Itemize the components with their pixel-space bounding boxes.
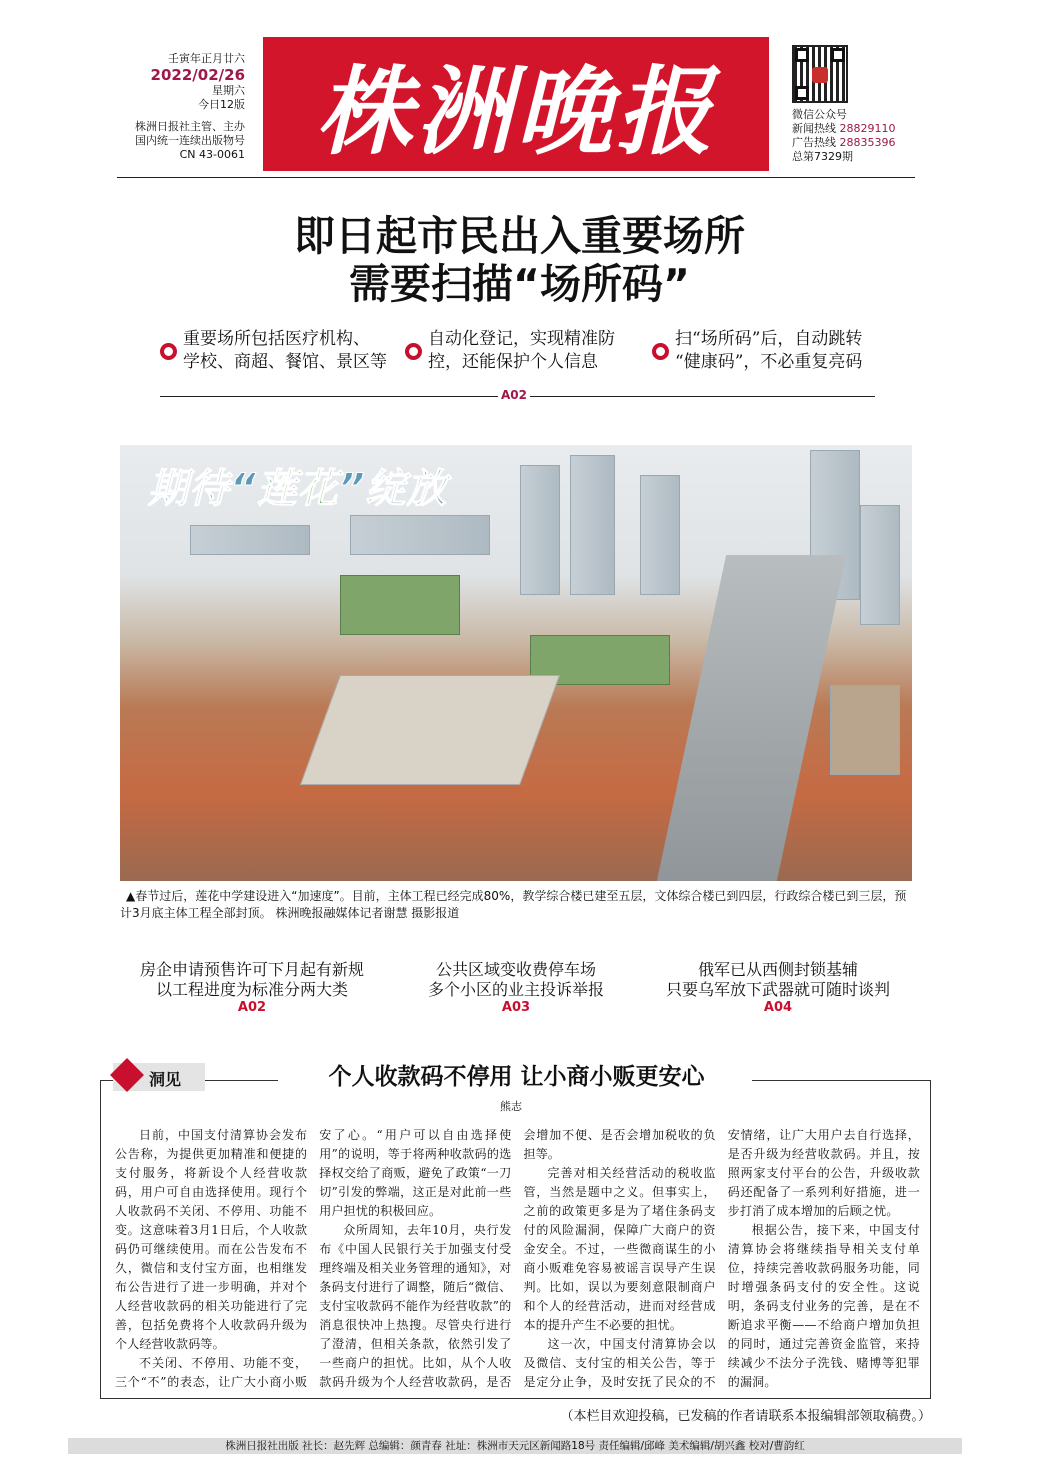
photo-title: 期待“莲花”绽放	[148, 466, 448, 512]
opinion-title[interactable]: 个人收款码不停用 让小商小贩更安心	[284, 1058, 749, 1091]
lunar-date: 壬寅年正月廿六	[168, 52, 245, 65]
bullet-text: 自动化登记，实现精准防	[428, 329, 615, 349]
opinion-section	[100, 1080, 931, 1454]
headline-line-1: 即日起市民出入重要场所	[294, 212, 745, 260]
sponsor: 株洲日报社主管、主办	[135, 120, 245, 133]
paragraph: 不关闭、不停用、功能不变，三个“不”的表态，让广大小商小贩安了心。“用户可以自由选择使用”的说明，等于将两种收款码的选择权交给了商贩，避免了政策“一刀切”引发的弊端，这正是对此前一些用户担忧的积极回应。	[115, 1128, 512, 1389]
teaser-page: A03	[501, 1000, 531, 1015]
paragraph: 完善对相关经营活动的税收监管，当然是题中之义。但事实上，之前的政策更多是为了堵住条码支付的风险漏洞，保障广大商户的资金安全。不过，一些微商谋生的小商小贩难免容易被谣言误导产生误判。比如，误以为要刻意限制商户和个人的经营活动，进而对经营成本的提升产生不必要的担忧。	[523, 1166, 716, 1332]
paragraph: 根据公告，接下来，中国支付清算协会将继续指导相关支付单位，持续完善收款码服务功能，同时增强条码支付的安全性。这说明，条码支付业务的完善，是在不断追求平衡——不给商户增加负担的同时，通过完善资金监管，来持续减少不法分子洗钱、赌博等犯罪的漏洞。	[727, 1223, 920, 1389]
issue-date: 2022/02/26	[150, 66, 245, 84]
masthead-logo	[263, 37, 769, 171]
bullet-text: 控，还能保护个人信息	[428, 352, 598, 372]
submission-note: （本栏目欢迎投稿，已发稿的作者请联系本报编辑部领取稿费。）	[560, 1409, 931, 1424]
teaser-page: A04	[763, 1000, 793, 1015]
ad-hotline: 28835396	[839, 136, 896, 149]
teaser-line: 多个小区的业主投诉举报	[427, 980, 604, 999]
opinion-box	[100, 1080, 931, 1399]
wechat-label: 微信公众号	[792, 108, 847, 121]
bullet-text: 扫“场所码”后，自动跳转	[675, 329, 863, 349]
weekday: 星期六	[212, 84, 245, 97]
imprint-footer: 株洲日报社出版 社长：赵先辉 总编辑：颜青春 社址：株洲市天元区新闻路18号 责任编辑/邱峰 美术编辑/胡兴鑫 校对/曹韵红	[68, 1438, 962, 1454]
section-tag: 洞见	[113, 1063, 205, 1091]
registration: 国内统一连续出版物号	[135, 134, 245, 147]
teaser-link[interactable]	[122, 960, 382, 1016]
edition-count: 今日12版	[198, 98, 245, 111]
paragraph: 这一次，中国支付清算协会以及微信、支付宝的相关公告，等于是定分止争，及时安抚了民众的不安情绪，让广大用户去自行选择，是否升级为经营收款码。并且，按照两家支付平台的公告，升级收款码还配备了一系列利好措施，进一步打消了成本增加的后顾之忧。	[523, 1128, 920, 1389]
teaser-line: 公共区域变收费停车场	[435, 960, 596, 979]
lead-headline[interactable]	[0, 212, 1039, 308]
teaser-line: 以工程进度为标准分两大类	[155, 980, 348, 999]
circle-bullet-icon	[405, 343, 422, 360]
ad-hotline-label: 广告热线	[792, 136, 836, 149]
teaser-link[interactable]	[648, 960, 908, 1016]
teaser-page: A02	[237, 1000, 267, 1015]
teaser-line: 只要乌军放下武器就可随时谈判	[665, 980, 890, 999]
qr-code-icon	[792, 45, 848, 103]
contact-info	[792, 108, 896, 164]
page-ref[interactable]: A02	[498, 388, 530, 402]
teaser-line: 房企申请预售许可下月起有新规	[139, 960, 364, 979]
photo-caption: ▲春节过后，莲花中学建设进入“加速度”。目前，主体工程已经完成80%，教学综合楼已建至五层，文体综合楼已到四层，行政综合楼已到三层，预计3月底主体工程全部封顶。 株洲晚报融媒体记者谢慧 摄影报道	[120, 889, 907, 920]
bullet-text: “健康码”，不必重复亮码	[675, 352, 863, 372]
masthead-title: 株洲晚报	[316, 54, 716, 168]
construction-photo	[120, 445, 912, 881]
bullet-text: 学校、商超、餐馆、景区等	[183, 352, 387, 372]
paragraph: 众所周知，去年10月，央行发布《中国人民银行关于加强支付受理终端及相关业务管理的通知》，对条码支付进行了调整，随后“微信、支付宝收款码不能作为经营收款”的消息很快冲上热搜。尽管央行进行了澄清，但相关条款，依然引发了一些商户的担忧。比如，从个人收款码升级为个人经营收款码，是否会增加不便、是否会增加税收的负担等。	[319, 1128, 716, 1389]
divider	[117, 177, 915, 178]
news-hotline: 28829110	[839, 122, 896, 135]
teaser-line: 俄军已从西侧封锁基辅	[697, 960, 858, 979]
teaser-link[interactable]	[386, 960, 646, 1016]
issue-number: 总第7329期	[792, 150, 853, 163]
paragraph: 日前，中国支付清算协会发布公告称，为提供更加精准和便捷的支付服务，将新设个人经营收款码，用户可自由选择使用。现行个人收款码不关闭、不停用、功能不变。这意味着3月1日后，个人收款码仍可继续使用。而在公告发布不久，微信和支付宝方面，也相继发布公告进行了进一步明确，并对个人经营收款码的相关功能进行了完善，包括免费将个人收款码升级为个人经营收款码等。	[115, 1128, 308, 1351]
lead-bullet	[405, 328, 615, 374]
headline-line-2: 需要扫描“场所码”	[349, 260, 690, 308]
bullet-text: 重要场所包括医疗机构、	[183, 329, 370, 349]
lead-bullet	[160, 328, 387, 374]
lead-bullet	[652, 328, 862, 374]
circle-bullet-icon	[652, 343, 669, 360]
circle-bullet-icon	[160, 343, 177, 360]
issue-info	[120, 52, 245, 162]
news-hotline-label: 新闻热线	[792, 122, 836, 135]
divider	[752, 1080, 931, 1081]
opinion-article	[115, 1126, 920, 1392]
cn-number: CN 43-0061	[179, 148, 245, 161]
byline: 熊志	[500, 1100, 522, 1113]
